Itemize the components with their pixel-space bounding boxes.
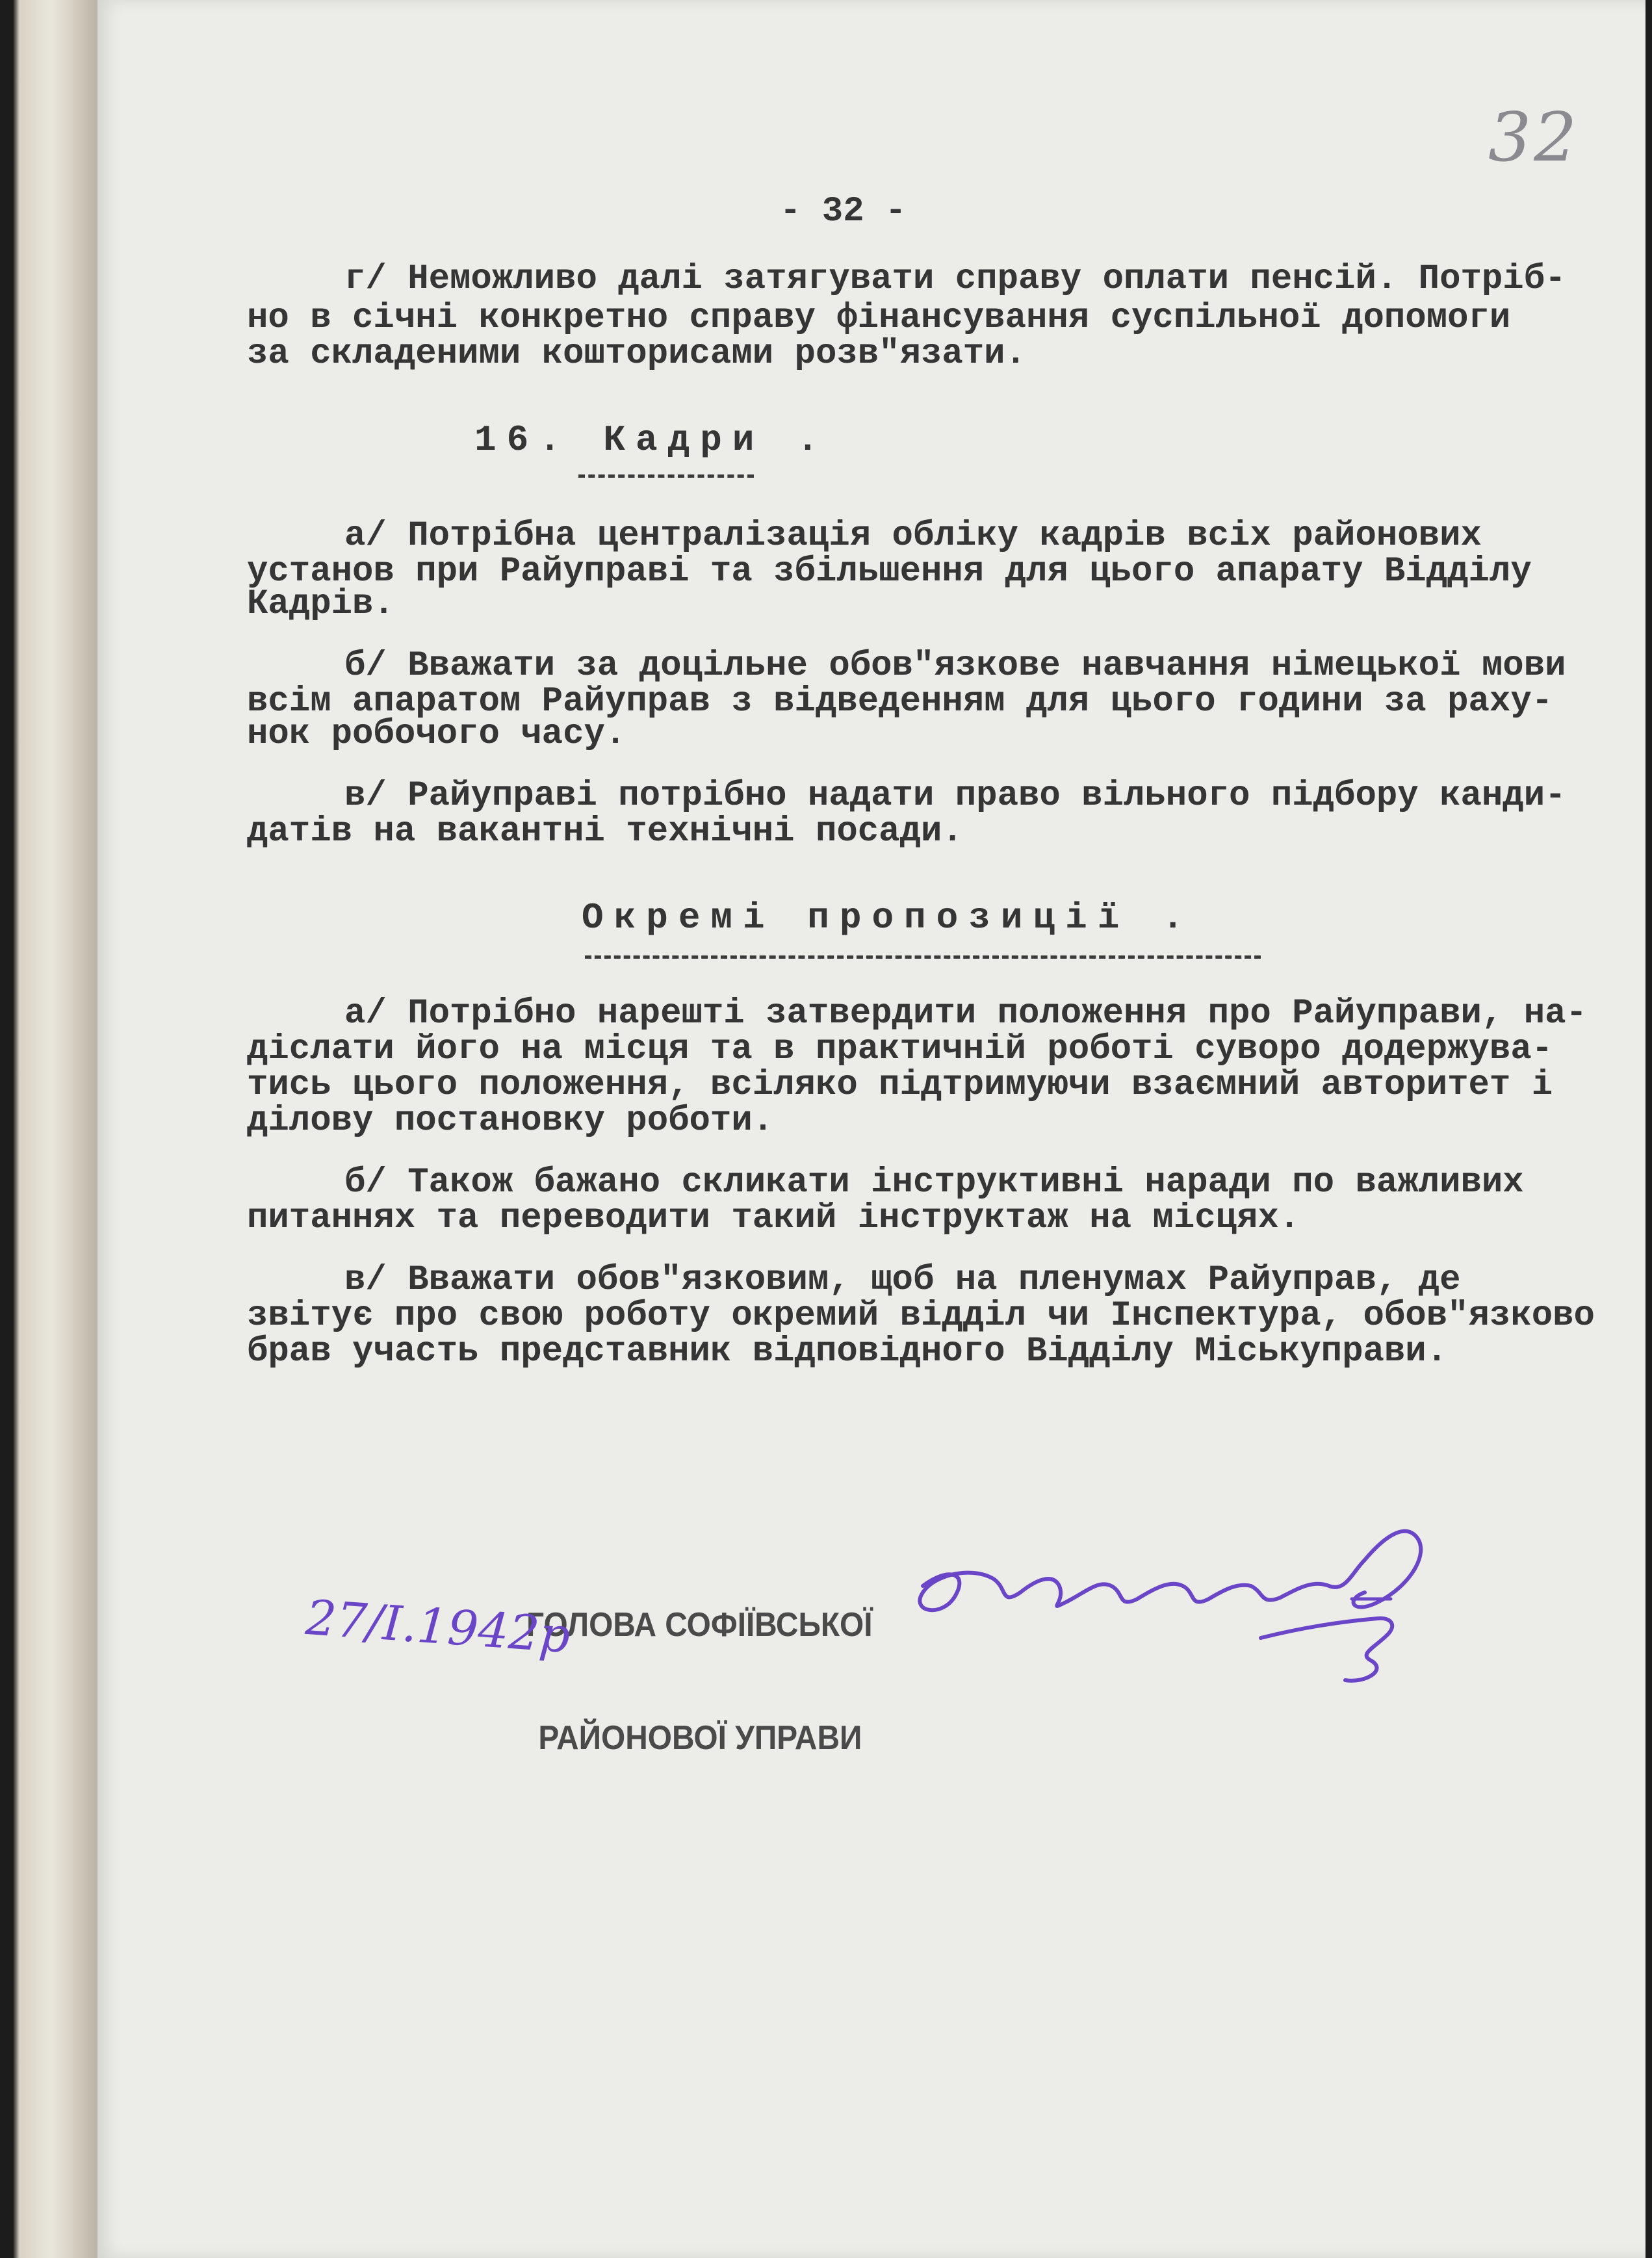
kadry-item-a-line-1: а/ Потрібна централізація обліку кадрів всіх районових <box>344 516 1482 556</box>
proposals-item-a-line-3: тись цього положення, всіляко підтримуючи взаємний авторитет і <box>247 1065 1553 1105</box>
kadry-item-b-line-2: всім апаратом Райуправ з відведенням для цього години за раху- <box>247 682 1553 721</box>
section-16-heading: 16. Кадри . <box>474 419 829 461</box>
kadry-item-a-line-3: Кадрів. <box>247 584 394 624</box>
kadry-item-b-line-1: б/ Вважати за доцільне обов"язкове навчання німецької мови <box>344 646 1566 686</box>
proposals-item-a-line-2: діслати його на місця та в практичній роботі суворо додержува- <box>247 1030 1553 1069</box>
proposals-item-v-line-2: звітує про свою роботу окремий відділ чи Інспектура, обов"язково <box>247 1296 1595 1336</box>
handwritten-date: 27/I.1942р <box>303 1589 573 1665</box>
proposals-heading: Окремі пропозиції . <box>582 897 1194 939</box>
intro-line-1: г/ Неможливо далі затягувати справу оплати пенсій. Потріб- <box>344 259 1566 299</box>
kadry-item-v-line-2: датів на вакантні технічні посади. <box>247 812 963 851</box>
signatory-title-line-2: РАЙОНОВОЇ УПРАВИ <box>538 1719 862 1757</box>
intro-line-3: за складеними кошторисами розв"язати. <box>247 334 1026 374</box>
proposals-underline <box>585 955 1261 959</box>
section-16-underline <box>578 474 754 478</box>
proposals-item-a-line-4: ділову постановку роботи. <box>247 1101 774 1141</box>
proposals-item-v-line-1: в/ Вважати обов"язковим, щоб на пленумах Райуправ, де <box>344 1260 1461 1300</box>
proposals-item-b-line-1: б/ Також бажано скликати інструктивні наради по важливих <box>344 1163 1524 1202</box>
page-number: - 32 - <box>780 192 907 231</box>
proposals-item-b-line-2: питаннях та переводити такий інструктаж на місцях. <box>247 1199 1300 1238</box>
proposals-item-v-line-3: брав участь представник відповідного Відділу Міськуправи. <box>247 1332 1448 1371</box>
kadry-item-a-line-2: установ при Райуправі та збільшення для цього апарату Відділу <box>247 552 1532 591</box>
kadry-item-v-line-1: в/ Райуправі потрібно надати право вільного підбору канди- <box>344 776 1566 816</box>
folio-number: 32 <box>1488 97 1580 177</box>
document-page <box>97 0 1652 2258</box>
signatory-title <box>526 1531 872 1832</box>
handwritten-signature <box>897 1488 1469 1703</box>
proposals-item-a-line-1: а/ Потрібно нарешті затвердити положення про Райуправи, на- <box>344 994 1587 1033</box>
book-binding-edge <box>0 0 97 2258</box>
kadry-item-b-line-3: нок робочого часу. <box>247 714 626 754</box>
intro-line-2: но в січні конкретно справу фінансування суспільної допомоги <box>247 298 1511 338</box>
signatory-title-line-1: ГОЛОВА СОФІЇВСЬКОЇ <box>526 1606 873 1644</box>
